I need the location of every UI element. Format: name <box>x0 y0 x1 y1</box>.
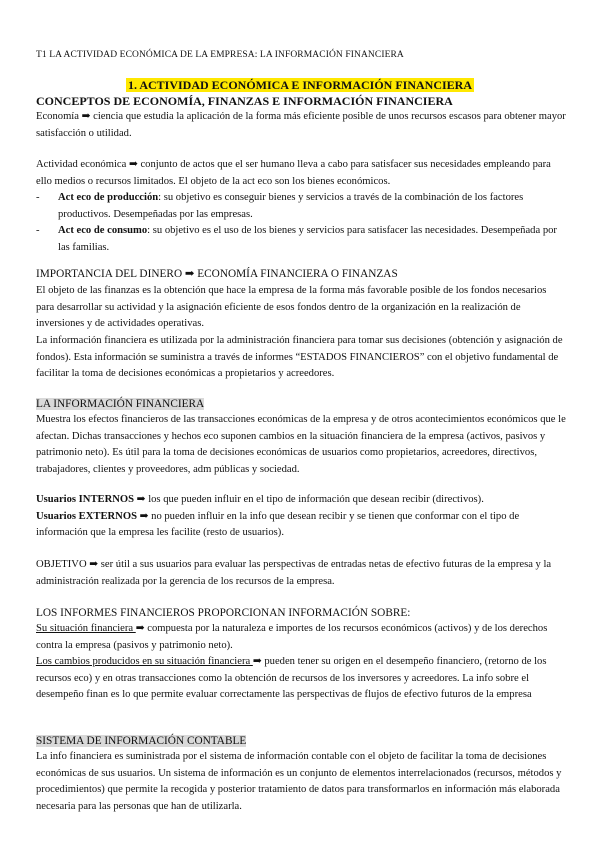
usuarios-internos-text: ➡ los que pueden influir en el tipo de información que desean recibir (directivos). <box>134 494 484 505</box>
heading-info-financiera-text: LA INFORMACIÓN FINANCIERA <box>36 398 205 410</box>
informes-cambios-term: Los cambios producidos en su situación financiera <box>36 656 253 668</box>
section-title <box>0 78 600 93</box>
paragraph-objetivo: OBJETIVO ➡ ser útil a sus usuarios para evaluar las perspectivas de entradas netas de efectivo futuras de la empresa y la administración realizada por la gerencia de los recursos de la empresa. <box>36 559 552 587</box>
bullet-term: Act eco de producción <box>58 192 159 203</box>
informes-situacion-term: Su situación financiera <box>36 623 136 634</box>
page-header: T1 LA ACTIVIDAD ECONÓMICA DE LA EMPRESA: LA INFORMACIÓN FINANCIERA <box>36 50 404 60</box>
bullet-dash: - <box>36 225 40 237</box>
paragraph-info: Muestra los efectos financieros de las transacciones económicas de la empresa y de otros acontecimientos económicos que le afectan. Dichas transacciones y hechos eco suponen cambios en la situación financiera de la empresa (activos, pasivos y patrimonio neto). Es útil para la toma de decisiones económicas de usuarios como propietarios, acreedores, directivos, trabajadores, clientes y proveedores, adm públicas y sociedad. <box>36 414 566 475</box>
bullet-dash: - <box>36 192 40 203</box>
bullet-text: : su objetivo es conseguir bienes y servicios a través de la combinación de los factores productivos. Desempeñadas por las empresas. <box>58 192 524 220</box>
usuarios-externos-term: Usuarios EXTERNOS <box>36 510 137 522</box>
informes-cambios <box>36 654 566 704</box>
usuarios-internos <box>36 492 566 509</box>
informes-situacion <box>36 621 566 654</box>
informes-situacion-text: ➡ compuesta por la naturaleza e importes de los recursos económicos (activos) y de los derechos contra la empresa (pasivos y patrimonio neto). <box>36 623 548 651</box>
list-item <box>36 223 566 256</box>
heading-info-financiera <box>36 396 566 413</box>
paragraph-sistema: La info financiera es suministrada por el sistema de información contable con el objeto de facilitar la toma de decisiones económicas de sus usuarios. Un sistema de información es un conjunto de elementos interrelacionados (recursos, métodos y procedimientos) que permite la recogida y posterior tratamiento de datos para transformarlos en información más elaborada necesaria para las personas que han de utilizarla. <box>36 751 562 812</box>
usuarios-externos <box>36 509 566 542</box>
paragraph-actividad: Actividad económica ➡ conjunto de actos que el ser humano lleva a cabo para satisfacer sus necesidades empleando para ello medios o recursos limitados. El objeto de la act eco son los bienes económicos. <box>36 159 551 187</box>
paragraph-informes <box>36 621 566 704</box>
bullet-text: : su objetivo es el uso de los bienes y servicios para satisfacer las necesidades. Desempeñada por las familias. <box>58 225 557 253</box>
subsection-title: CONCEPTOS DE ECONOMÍA, FINANZAS E INFORMACIÓN FINANCIERA <box>36 94 453 108</box>
heading-sistema <box>36 733 566 750</box>
heading-sistema-text: SISTEMA DE INFORMACIÓN CONTABLE <box>36 735 247 747</box>
usuarios-externos-text: ➡ no pueden influir en la info que desean recibir y se tienen que conformar con el tipo de información que la empresa les facilite (resto de usuarios). <box>36 510 520 539</box>
informes-cambios-text: ➡ pueden tener su origen en el desempeño financiero, (retorno de los recursos eco) y en otras transacciones como la obtención de recursos de los inversores y acreedores. La info sobre el desempeño finan es lo que permite evaluar correctamente las perspectivas de flujos de efectivo futuros de la empresa <box>36 656 547 701</box>
paragraph-importancia-2: La información financiera es utilizada por la administración financiera para tomar sus decisiones (obtención y asignación de fondos). Esta información se suministra a través de informes “ESTADOS FINANCIEROS” con el objetivo fundamental de facilitar la toma de decisiones económicas a propietarios y acreedores. <box>36 335 563 380</box>
section-title-text: 1. ACTIVIDAD ECONÓMICA E INFORMACIÓN FINANCIERA <box>127 78 472 92</box>
bullet-list <box>36 190 566 256</box>
paragraph-usuarios <box>36 492 566 542</box>
usuarios-internos-term: Usuarios INTERNOS <box>36 494 135 505</box>
bullet-term: Act eco de consumo <box>58 225 148 237</box>
paragraph-importancia-1: El objeto de las finanzas es la obtención que hace la empresa de la forma más favorable posible de los fondos necesarios para desarrollar su actividad y la asignación eficiente de esos fondos dentro de la organización en la realización de inversiones y de actividades operativas. <box>36 285 547 330</box>
list-item <box>36 190 566 223</box>
paragraph-economia: Economía ➡ ciencia que estudia la aplicación de la forma más eficiente posible de unos recursos escasos para obtener mayor satisfacción o utilidad. <box>36 111 566 139</box>
heading-informes: LOS INFORMES FINANCIEROS PROPORCIONAN INFORMACIÓN SOBRE: <box>36 607 411 619</box>
heading-importancia: IMPORTANCIA DEL DINERO ➡ ECONOMÍA FINANCIERA O FINANZAS <box>36 268 398 280</box>
